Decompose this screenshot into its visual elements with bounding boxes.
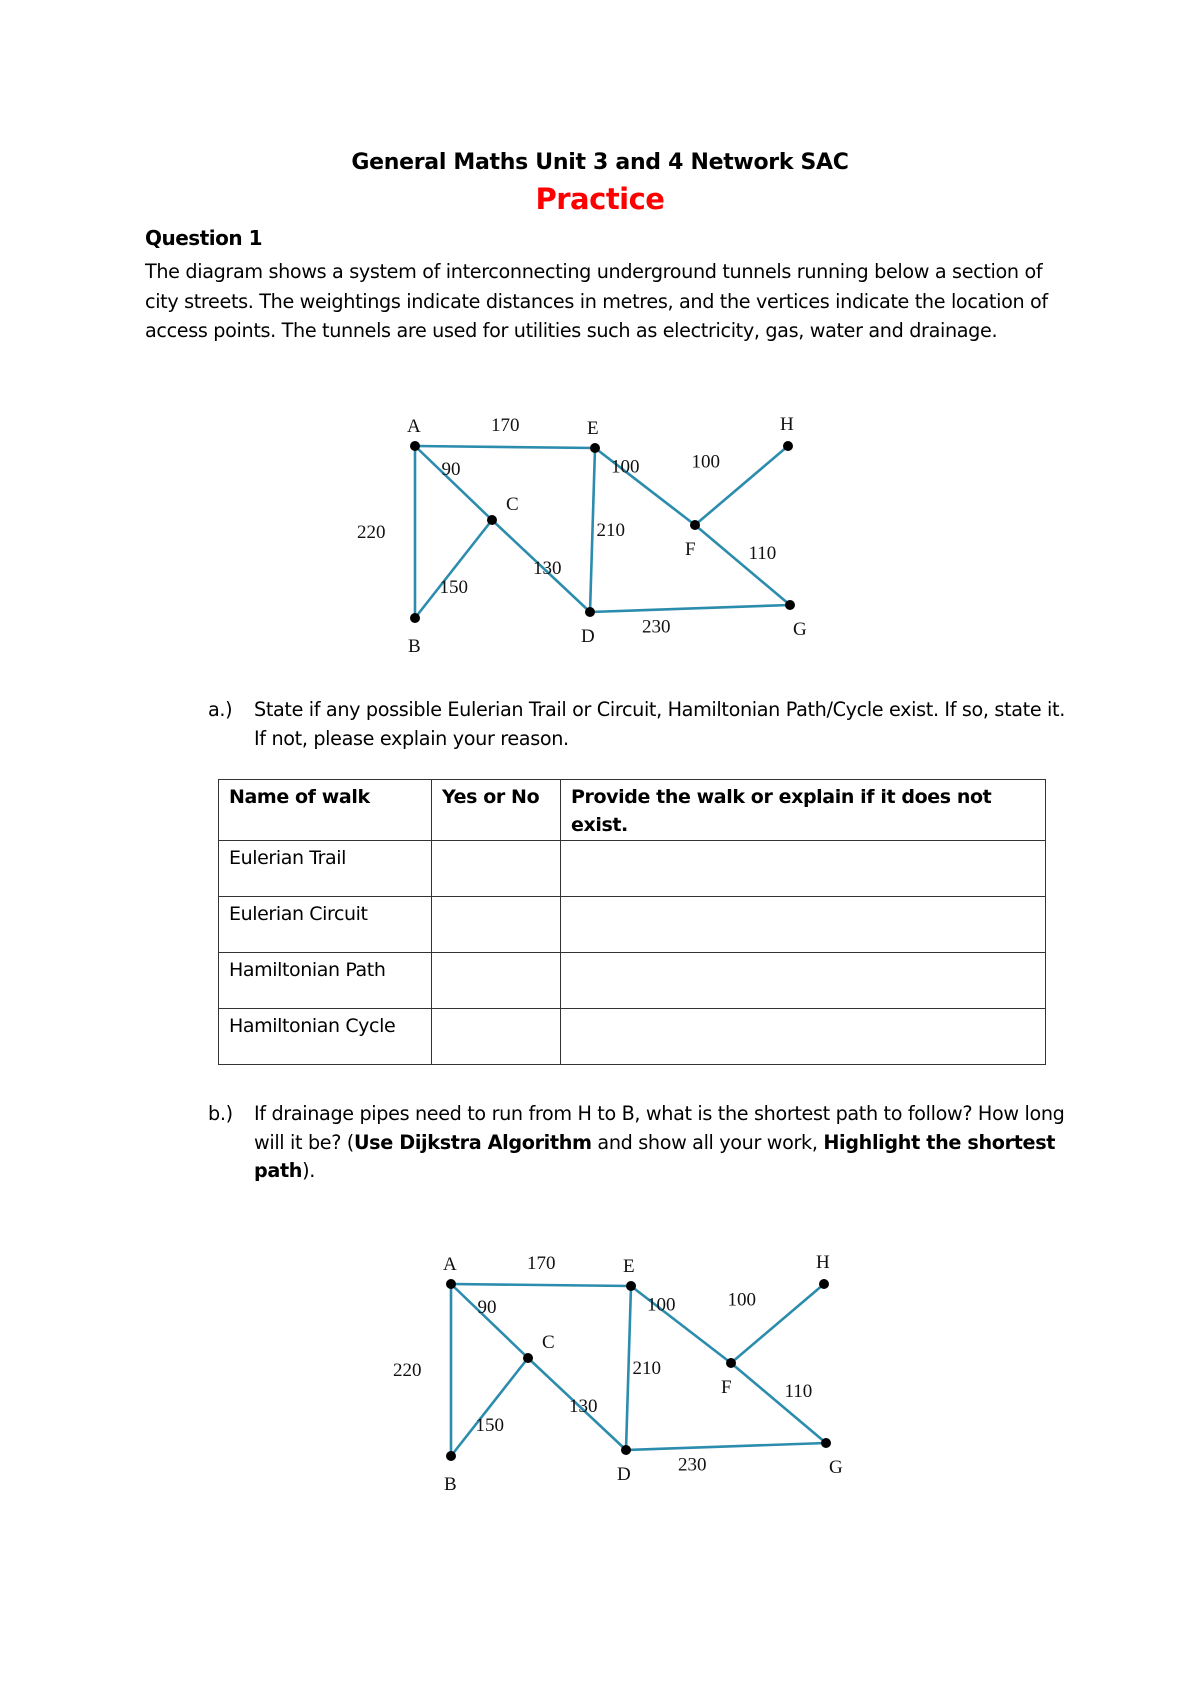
edge-weight-DG: 230 [678, 1454, 707, 1476]
vertex-label-E: E [587, 418, 599, 439]
vertex-E [590, 443, 600, 453]
vertex-label-B: B [408, 636, 421, 657]
vertex-label-H: H [816, 1252, 830, 1273]
edge-weight-CD: 130 [533, 558, 562, 579]
yes-no-cell[interactable] [432, 953, 561, 1009]
vertex-G [785, 600, 795, 610]
vertex-label-A: A [407, 416, 421, 437]
part-b-text-3: ). [302, 1159, 316, 1182]
vertex-label-G: G [793, 619, 807, 640]
walk-name-cell: Hamiltonian Cycle [219, 1009, 432, 1065]
edge-weight-AB: 220 [393, 1360, 422, 1381]
header-name-of-walk: Name of walk [219, 780, 432, 841]
edge-EF [631, 1286, 731, 1363]
vertex-F [690, 520, 700, 530]
network-graph-1 [357, 414, 807, 657]
part-b-label: b.) [208, 1102, 233, 1125]
edge-weight-BC: 150 [439, 577, 468, 598]
part-b [208, 1100, 1068, 1186]
part-b-text-2: and show all your work, [591, 1130, 824, 1154]
vertex-label-F: F [721, 1377, 732, 1398]
question-heading: Question 1 [145, 226, 262, 250]
edge-AC [415, 446, 492, 520]
edge-weight-FH: 100 [727, 1289, 756, 1311]
vertex-H [819, 1279, 829, 1289]
vertex-H [783, 441, 793, 451]
vertex-C [523, 1353, 533, 1363]
part-b-text-1: If drainage pipes need to run from H to B, what is the shortest path to follow? How long will it be? ( [254, 1102, 1065, 1154]
edge-DG [626, 1443, 826, 1450]
header-provide-walk: Provide the walk or explain if it does not exist. [561, 780, 1046, 841]
network-graph-2 [393, 1252, 843, 1495]
table-row [219, 897, 1046, 953]
edge-weight-FG: 110 [784, 1381, 813, 1402]
vertex-D [585, 607, 595, 617]
edge-weight-AC: 90 [441, 459, 461, 480]
edge-weight-AE: 170 [491, 415, 520, 436]
edge-AC [451, 1284, 528, 1358]
edge-EF [595, 448, 695, 525]
header-yes-or-no: Yes or No [432, 780, 561, 841]
document-title: General Maths Unit 3 and 4 Network SAC [351, 150, 849, 175]
yes-no-cell[interactable] [432, 1009, 561, 1065]
vertex-label-E: E [623, 1256, 635, 1277]
vertex-C [487, 515, 497, 525]
yes-no-cell[interactable] [432, 897, 561, 953]
question-intro: The diagram shows a system of interconnecting underground tunnels running below a section of city streets. The weightings indicate distances in metres, and the vertices indicate the location of access points. The tunnels are used for utilities such as electricity, gas, water and drainage. [145, 260, 1048, 342]
edge-weight-EF: 100 [647, 1294, 676, 1316]
walk-name-cell: Eulerian Circuit [219, 897, 432, 953]
table-header-row [219, 780, 1046, 841]
edge-weight-ED: 210 [632, 1358, 661, 1379]
vertex-B [410, 613, 420, 623]
walk-answer-cell[interactable] [561, 897, 1046, 953]
walk-answer-cell[interactable] [561, 841, 1046, 897]
edge-weight-ED: 210 [596, 520, 625, 541]
edge-ED [590, 448, 595, 612]
vertex-label-A: A [443, 1254, 457, 1275]
vertex-A [446, 1279, 456, 1289]
walk-name-cell: Hamiltonian Path [219, 953, 432, 1009]
vertex-F [726, 1358, 736, 1368]
edge-weight-BC: 150 [475, 1415, 504, 1436]
walk-answer-cell[interactable] [561, 953, 1046, 1009]
edge-weight-EF: 100 [611, 456, 640, 478]
vertex-E [626, 1281, 636, 1291]
edge-weight-AE: 170 [527, 1253, 556, 1274]
vertex-G [821, 1438, 831, 1448]
part-a-label: a.) [208, 698, 233, 721]
vertex-label-D: D [617, 1464, 631, 1485]
table-row [219, 953, 1046, 1009]
edge-BC [415, 520, 492, 618]
edge-FG [695, 525, 790, 605]
walks-table [218, 779, 1046, 1065]
edge-FG [731, 1363, 826, 1443]
walk-name-cell: Eulerian Trail [219, 841, 432, 897]
edge-weight-FG: 110 [748, 543, 777, 564]
edge-ED [626, 1286, 631, 1450]
vertex-label-B: B [444, 1474, 457, 1495]
table-row [219, 1009, 1046, 1065]
part-b-bold-dijkstra: Use Dijkstra Algorithm [353, 1130, 592, 1154]
vertex-label-C: C [542, 1332, 555, 1353]
document-subtitle: Practice [535, 182, 665, 216]
vertex-D [621, 1445, 631, 1455]
edge-weight-AC: 90 [477, 1297, 497, 1318]
vertex-label-F: F [685, 539, 696, 560]
edge-AE [415, 446, 595, 448]
vertex-label-D: D [581, 626, 595, 647]
edge-weight-CD: 130 [569, 1396, 598, 1417]
table-row [219, 841, 1046, 897]
vertex-B [446, 1451, 456, 1461]
edge-DG [590, 605, 790, 612]
part-a [208, 696, 1068, 753]
edge-weight-AB: 220 [357, 522, 386, 543]
edge-AE [451, 1284, 631, 1286]
vertex-label-H: H [780, 414, 794, 435]
edge-weight-DG: 230 [642, 616, 671, 638]
vertex-A [410, 441, 420, 451]
vertex-label-C: C [506, 494, 519, 515]
edge-BC [451, 1358, 528, 1456]
edge-weight-FH: 100 [691, 451, 720, 473]
part-b-bold-highlight: Highlight the shortest path [254, 1130, 1056, 1182]
part-a-text: State if any possible Eulerian Trail or Circuit, Hamiltonian Path/Cycle exist. If so, state it. If not, please explain your reason. [254, 698, 1065, 750]
yes-no-cell[interactable] [432, 841, 561, 897]
part-b-text [208, 1100, 1068, 1186]
vertex-label-G: G [829, 1457, 843, 1478]
walk-answer-cell[interactable] [561, 1009, 1046, 1065]
